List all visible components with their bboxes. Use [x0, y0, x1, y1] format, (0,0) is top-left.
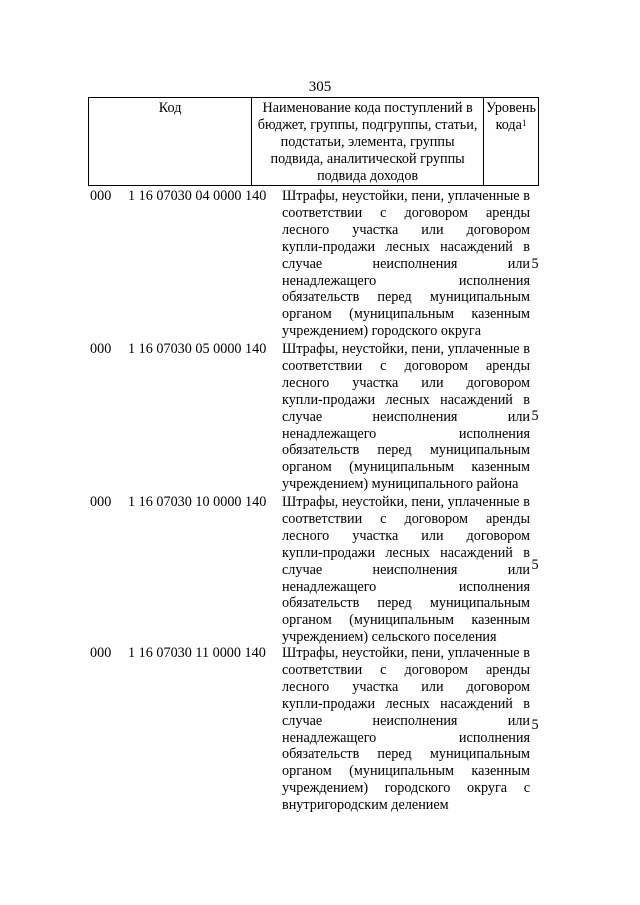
name-line: Штрафы, неустойки, пени, уплаченные в [282, 341, 530, 357]
name-line: Штрафы, неустойки, пени, уплаченные в [282, 188, 530, 204]
name-line: органом (муниципальным казенным [282, 612, 530, 629]
name-line: Штрафы, неустойки, пени, уплаченные в [282, 494, 530, 510]
level-value: 5 [531, 717, 539, 733]
header-level [484, 98, 539, 186]
name-line: обязательств перед муниципальным [282, 442, 530, 459]
name-line: ненадлежащего исполнения [282, 578, 530, 595]
name-line: обязательств перед муниципальным [282, 289, 530, 306]
agency-code: 000 [90, 188, 112, 204]
header-name: Наименование кода поступлений в бюджет, группы, подгруппы, статьи, подстатьи, элемента, группы подвида, аналитической группы подвида доходов [252, 98, 484, 186]
name-line: лесного участка или договором [282, 678, 530, 695]
name-line: случае неисполнения или [282, 561, 530, 578]
name-line: купли-продажи лесных насаждений в [282, 544, 530, 561]
name-line: Штрафы, неустойки, пени, уплаченные в [282, 645, 530, 661]
revenue-name [282, 494, 530, 646]
name-line: внутригородским делением [282, 797, 449, 814]
name-line: купли-продажи лесных насаждений в [282, 391, 530, 408]
name-line: купли-продажи лесных насаждений в [282, 695, 530, 712]
revenue-code: 1 16 07030 11 0000 140 [128, 645, 266, 661]
header-level-label: Уровень кода [486, 100, 536, 133]
name-line: органом (муниципальным казенным [282, 306, 530, 323]
name-line: соответствии с договором аренды [282, 204, 530, 221]
revenue-name [282, 645, 530, 814]
name-line: случае неисполнения или [282, 408, 530, 425]
table-header [88, 97, 539, 186]
name-line: случае неисполнения или [282, 255, 530, 272]
name-line: обязательств перед муниципальным [282, 746, 530, 763]
level-value: 5 [531, 256, 539, 272]
name-line: органом (муниципальным казенным [282, 763, 530, 780]
name-line: случае неисполнения или [282, 712, 530, 729]
revenue-code: 1 16 07030 05 0000 140 [128, 341, 267, 357]
name-line: соответствии с договором аренды [282, 510, 530, 527]
agency-code: 000 [90, 645, 112, 661]
name-line: учреждением) муниципального района [282, 476, 519, 493]
footnote-marker: 1 [521, 118, 527, 128]
level-value: 5 [531, 557, 539, 573]
revenue-name [282, 188, 530, 340]
name-line: учреждением) городского округа [282, 323, 481, 340]
agency-code: 000 [90, 341, 112, 357]
revenue-code: 1 16 07030 10 0000 140 [128, 494, 267, 510]
header-code: Код [89, 98, 252, 186]
name-line: учреждением) сельского поселения [282, 629, 497, 646]
name-line: ненадлежащего исполнения [282, 729, 530, 746]
name-line: лесного участка или договором [282, 527, 530, 544]
level-value: 5 [531, 408, 539, 424]
name-line: соответствии с договором аренды [282, 661, 530, 678]
name-line: ненадлежащего исполнения [282, 425, 530, 442]
page-number: 305 [308, 79, 332, 95]
agency-code: 000 [90, 494, 112, 510]
name-line: соответствии с договором аренды [282, 357, 530, 374]
name-line: ненадлежащего исполнения [282, 272, 530, 289]
revenue-code: 1 16 07030 04 0000 140 [128, 188, 267, 204]
name-line: обязательств перед муниципальным [282, 595, 530, 612]
name-line: учреждением) городского округа с [282, 780, 530, 797]
revenue-name [282, 341, 530, 493]
name-line: лесного участка или договором [282, 374, 530, 391]
name-line: органом (муниципальным казенным [282, 459, 530, 476]
name-line: лесного участка или договором [282, 221, 530, 238]
name-line: купли-продажи лесных насаждений в [282, 238, 530, 255]
